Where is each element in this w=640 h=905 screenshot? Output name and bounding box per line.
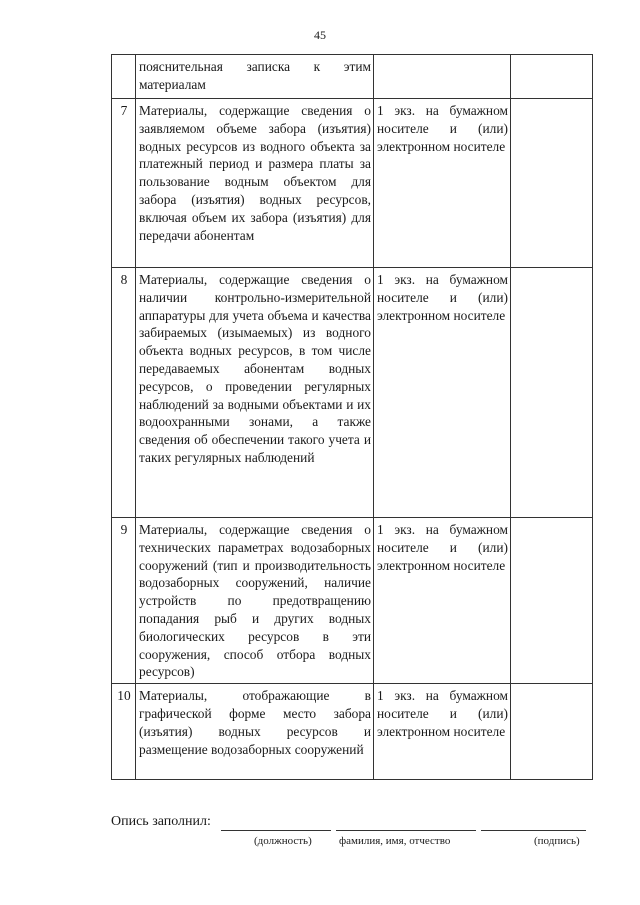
row-number: 8 xyxy=(112,268,136,518)
material-description: Материалы, содержащие сведения о заявляемом объеме забора (изъятия) водных ресурсов из водного объекта за платежный период и размера платы за пользование водным объектом для забора (изъятия) водных ресурсов, включая объем их забора (изъятия) для передачи абонентам xyxy=(136,99,374,268)
material-description: пояснительная записка к этим материалам xyxy=(136,55,374,99)
row-number xyxy=(112,55,136,99)
row-number: 7 xyxy=(112,99,136,268)
name-line[interactable] xyxy=(336,830,476,831)
table-row xyxy=(112,55,593,99)
table-row xyxy=(112,268,593,518)
table-row xyxy=(112,99,593,268)
signature-line[interactable] xyxy=(481,830,586,831)
note-cell xyxy=(511,684,593,780)
position-line[interactable] xyxy=(221,830,331,831)
material-description: Материалы, отображающие в графической форме место забора (изъятия) водных ресурсов и размещение водозаборных сооружений xyxy=(136,684,374,780)
position-caption: (должность) xyxy=(254,835,312,847)
material-description: Материалы, содержащие сведения о наличии контрольно-измерительной аппаратуры для учета объема и качества забираемых (изымаемых) из водного объекта водных ресурсов, в том числе передаваемых абонентам водных ресурсов, о проведении регулярных наблюдений за водными объектами и их водоохранными зонами, а также сведения об обеспечении такого учета и таких регулярных наблюдений xyxy=(136,268,374,518)
note-cell xyxy=(511,55,593,99)
signature-caption: (подпись) xyxy=(534,835,580,847)
table-row xyxy=(112,518,593,684)
row-number: 9 xyxy=(112,518,136,684)
material-description: Материалы, содержащие сведения о технических параметрах водозаборных сооружений (тип и производительность водозаборных сооружений, наличие устройств по предотвращению попадания рыб и других водных биологических ресурсов в эти сооружения, способ отбора водных ресурсов) xyxy=(136,518,374,684)
submission-form: 1 экз. на бумажном носителе и (или) электронном носителе xyxy=(374,268,511,518)
note-cell xyxy=(511,268,593,518)
submission-form xyxy=(374,55,511,99)
page-number: 45 xyxy=(314,28,326,42)
note-cell xyxy=(511,99,593,268)
submission-form: 1 экз. на бумажном носителе и (или) электронном носителе xyxy=(374,518,511,684)
submission-form: 1 экз. на бумажном носителе и (или) электронном носителе xyxy=(374,99,511,268)
name-caption: фамилия, имя, отчество xyxy=(339,835,451,847)
note-cell xyxy=(511,518,593,684)
materials-table xyxy=(111,54,593,780)
submission-form: 1 экз. на бумажном носителе и (или) электронном носителе xyxy=(374,684,511,780)
row-number: 10 xyxy=(112,684,136,780)
table-row xyxy=(112,684,593,780)
filled-by-label: Опись заполнил: xyxy=(111,814,211,829)
